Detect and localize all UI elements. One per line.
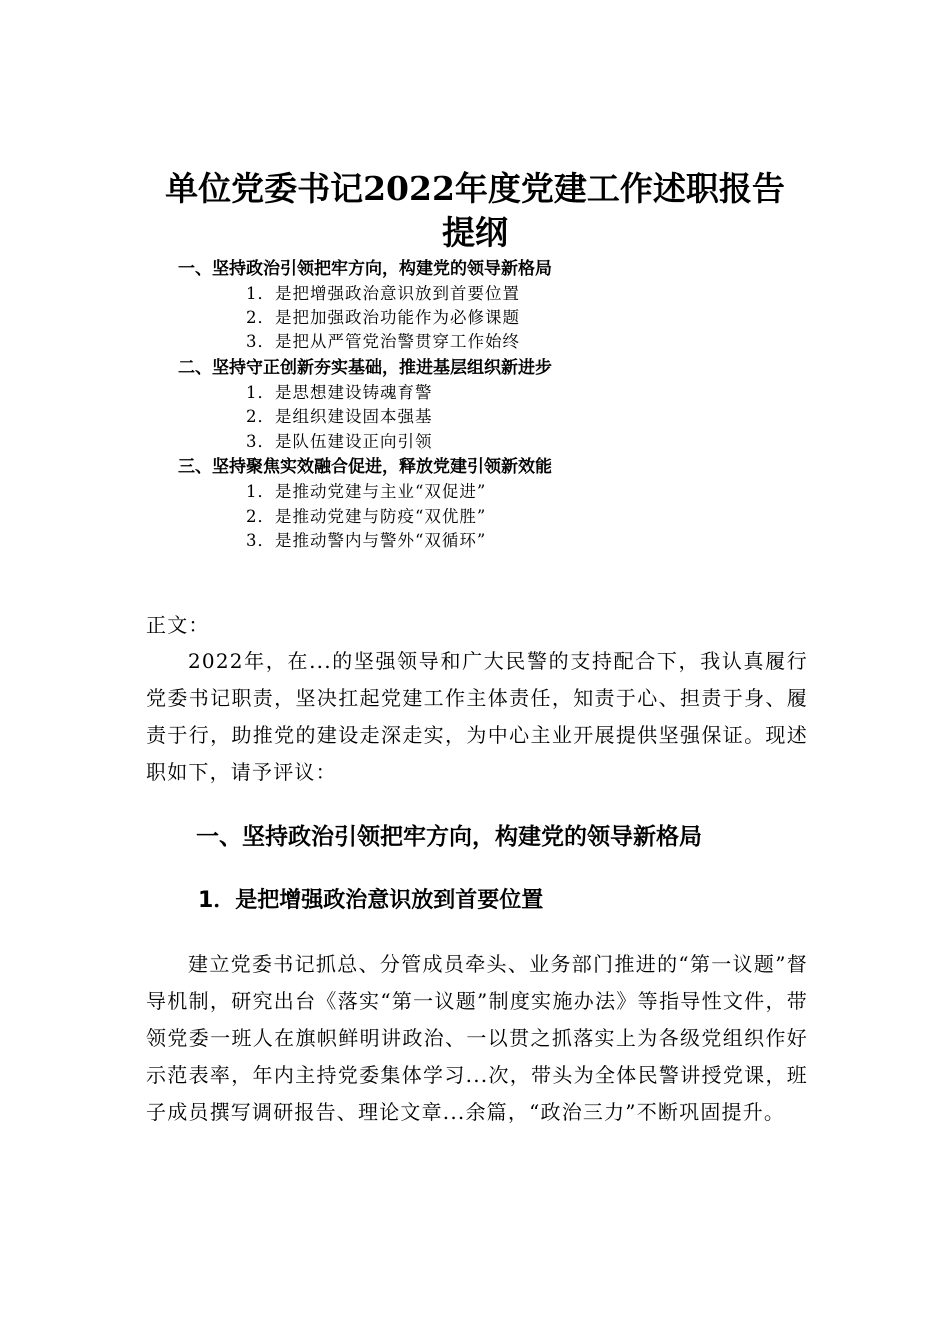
outline-item: 3．是推动警内与警外“双循环” [246,531,487,550]
outline-item: 2．是组织建设固本强基 [246,407,433,426]
outline-section-heading: 三、坚持聚焦实效融合促进，释放党建引领新效能 [178,457,552,477]
section-heading: 一、坚持政治引领把牢方向，构建党的领导新格局 [196,824,702,850]
outline-item: 3．是把从严管党治警贯穿工作始终 [246,332,520,351]
document-title: 单位党委书记2022年度党建工作述职报告 [165,169,785,208]
outline-item: 1．是把增强政治意识放到首要位置 [246,284,520,303]
intro-paragraph: 2022年，在...的坚强领导和广大民警的支持配合下，我认真履行党委书记职责，坚决扛起党建工作主体责任，知责于心、担责于身、履责于行，助推党的建设走深走实，为中心主业开展提供坚强保证。现述职如下，请予评议： [146,649,808,784]
outline-section-heading: 二、坚持守正创新夯实基础，推进基层组织新进步 [178,358,552,378]
subsection-paragraph: 建立党委书记抓总、分管成员牵头、业务部门推进的“第一议题”督导机制，研究出台《落实“第一议题”制度实施办法》等指导性文件，带领党委一班人在旗帜鲜明讲政治、一以贯之抓落实上为各级党组织作好示范表率，年内主持党委集体学习...次，带头为全体民警讲授党课，班子成员撰写调研报告、理论文章...余篇，“政治三力”不断巩固提升。 [146,952,808,1124]
outline-section-heading: 一、坚持政治引领把牢方向，构建党的领导新格局 [178,259,552,279]
outline-item: 1．是推动党建与主业“双促进” [246,482,487,501]
outline-item: 3．是队伍建设正向引领 [246,432,433,451]
outline-item: 2．是推动党建与防疫“双优胜” [246,507,487,526]
document-title-continued: 提纲 [442,213,508,252]
outline-item: 2．是把加强政治功能作为必修课题 [246,308,520,327]
body-label: 正文： [146,613,210,637]
outline-item: 1．是思想建设铸魂育警 [246,383,433,402]
subsection-heading: 1．是把增强政治意识放到首要位置 [198,888,544,913]
